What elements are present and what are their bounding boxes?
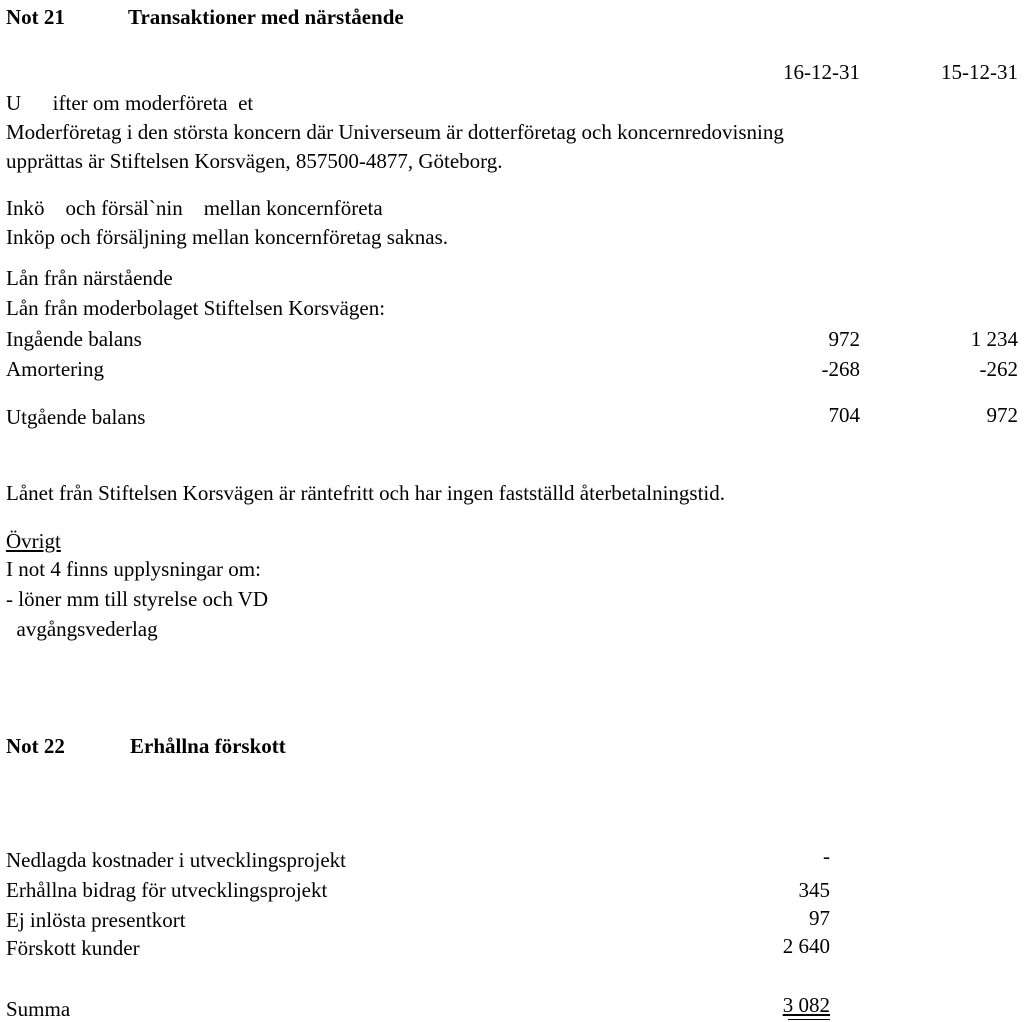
note22-label: Not 22 xyxy=(6,734,65,758)
advance-row-label: Erhållna bidrag för utvecklingsprojekt xyxy=(6,878,328,902)
column-header-2016: 16-12-31 xyxy=(783,60,860,84)
advance-row-label: Nedlagda kostnader i utvecklingsprojekt xyxy=(6,848,346,872)
other-line-3: avgångsvederlag xyxy=(6,617,158,641)
other-heading: Övrigt xyxy=(6,529,61,553)
loan-note: Lånet från Stiftelsen Korsvägen är räntefritt och har ingen fastställd återbetalningstid. xyxy=(6,481,725,505)
advance-row-value: 2 640 xyxy=(782,934,830,958)
parent-company-line-1: Moderföretag i den största koncern där Universeum är dotterföretag och koncernredovisning xyxy=(6,120,784,144)
advance-row-label: Ej inlösta presentkort xyxy=(6,908,186,932)
note22-title: Erhållna förskott xyxy=(130,734,286,758)
advance-row-label: Förskott kunder xyxy=(6,936,140,960)
loan-subheading: Lån från moderbolaget Stiftelsen Korsvägen: xyxy=(6,296,386,320)
column-header-2015: 15-12-31 xyxy=(941,60,1018,84)
sum-double-underline xyxy=(788,1019,830,1020)
sum-label: Summa xyxy=(6,997,71,1021)
other-line-2: - löner mm till styrelse och VD xyxy=(6,587,269,611)
sum-value: 3 082 xyxy=(782,993,830,1017)
note21-title: Transaktioner med närstående xyxy=(128,5,404,29)
other-line-1: I not 4 finns upplysningar om: xyxy=(6,557,261,581)
loan-heading: Lån från närstående xyxy=(6,266,173,290)
note21-label: Not 21 xyxy=(6,5,65,29)
loan-row-value-2016: -268 xyxy=(821,357,860,381)
advance-row-value: 345 xyxy=(798,878,830,902)
parent-company-heading: U ifter om moderföreta et xyxy=(6,91,254,115)
loan-row-label: Ingående balans xyxy=(6,327,142,351)
trade-heading: Inkö och försäl`nin mellan koncernföreta xyxy=(6,196,383,220)
trade-text: Inköp och försäljning mellan koncernföretag saknas. xyxy=(6,225,449,249)
loan-row-label: Amortering xyxy=(6,357,104,381)
loan-row-label: Utgående balans xyxy=(6,405,146,429)
advance-row-value: - xyxy=(823,844,830,868)
loan-row-value-2015: -262 xyxy=(979,357,1018,381)
parent-company-line-2: upprättas är Stiftelsen Korsvägen, 857500-4877, Göteborg. xyxy=(6,149,503,173)
loan-row-value-2015: 972 xyxy=(986,403,1018,427)
advance-row-value: 97 xyxy=(809,906,830,930)
loan-row-value-2016: 704 xyxy=(828,403,860,427)
loan-row-value-2016: 972 xyxy=(828,327,860,351)
loan-row-value-2015: 1 234 xyxy=(970,327,1018,351)
